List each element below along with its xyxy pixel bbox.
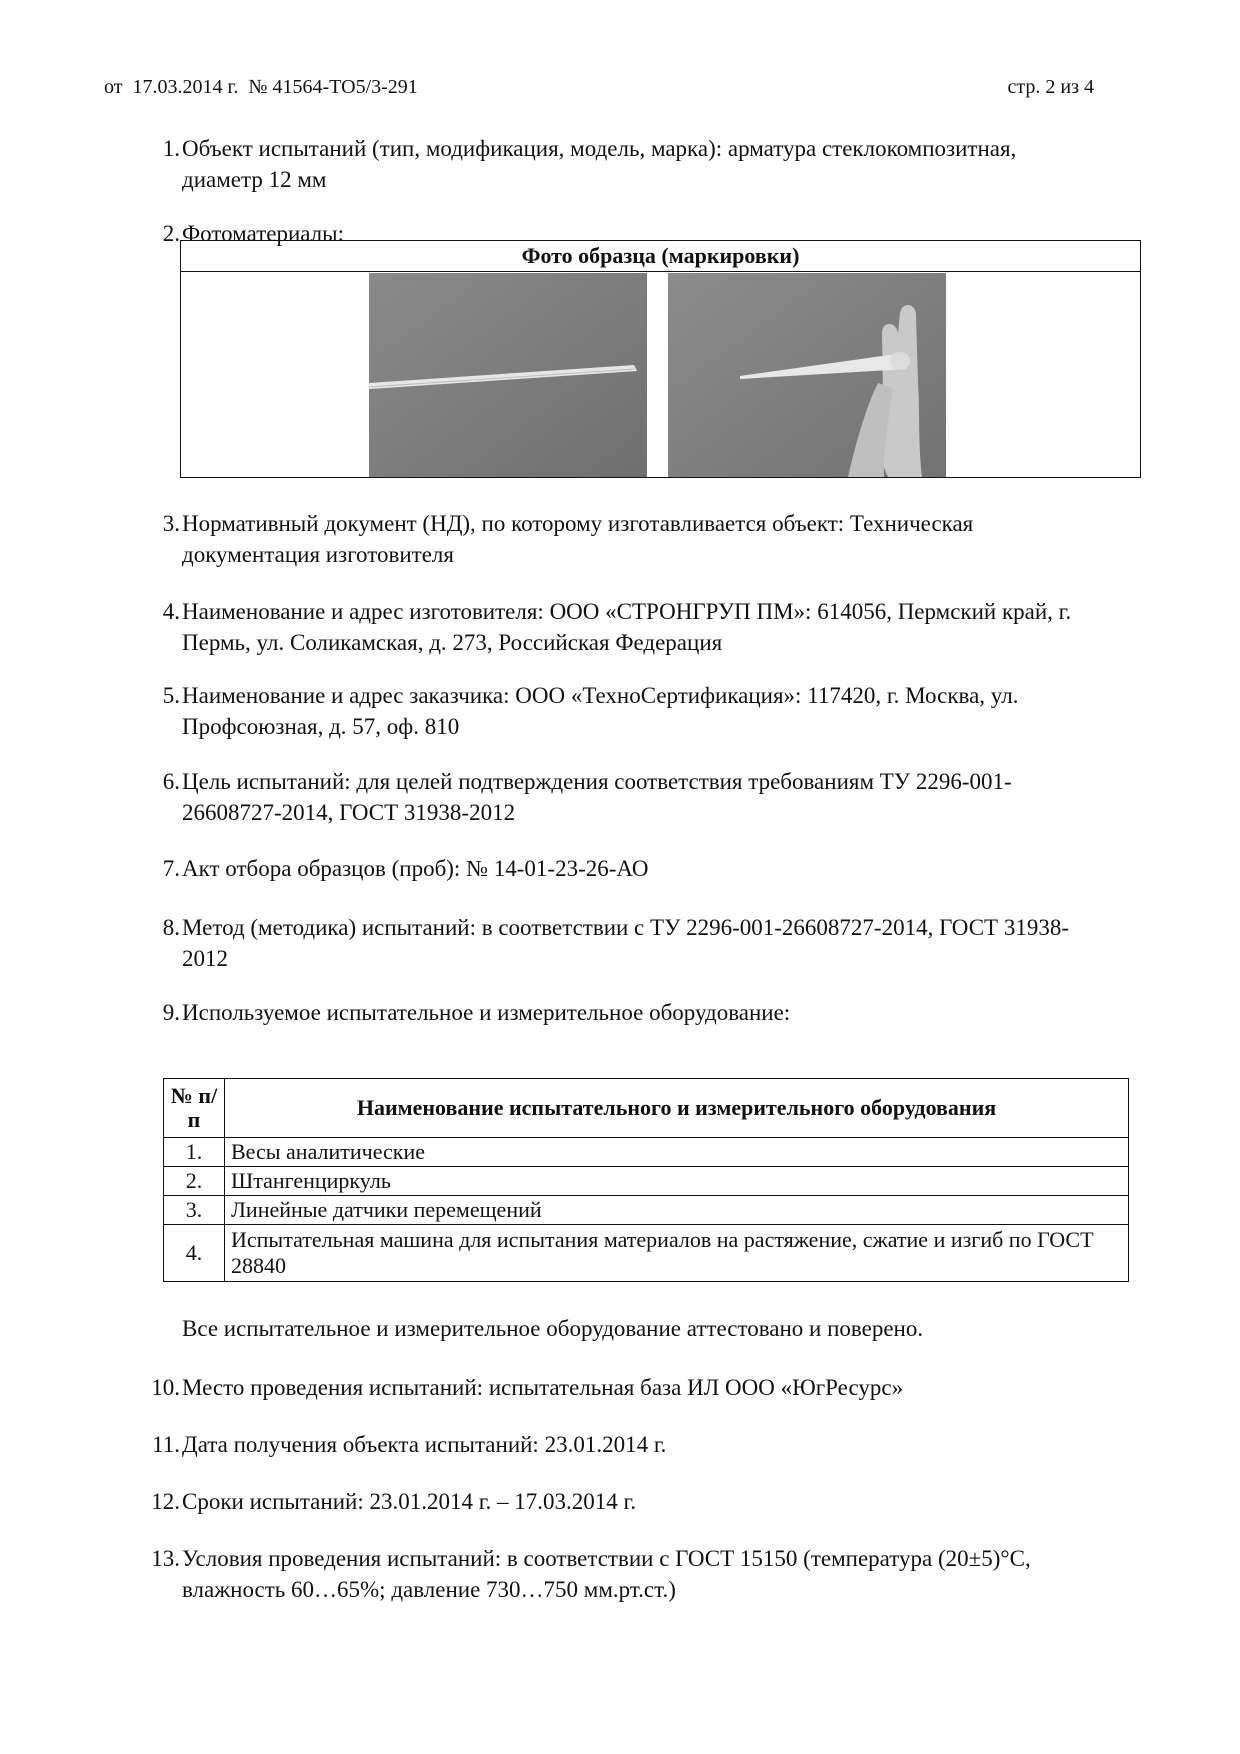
equipment-note: Все испытательное и измерительное оборудование аттестовано и поверено. (182, 1316, 924, 1341)
col-name-header: Наименование испытательного и измерительного оборудования (225, 1079, 1129, 1138)
table-row: 3. Линейные датчики перемещений (164, 1196, 1129, 1225)
equipment-table (163, 1078, 1129, 1282)
document-page: от 17.03.2014 г. № 41564-ТО5/3-291 стр. 2 из 4 1. Объект испытаний (тип, модификация, модель, марка): арматура стеклокомпозитная, диаметр 12 мм 2. Фотоматериалы: Фото образца (маркировки) 3. Нормативный документ (НД), по которому изготавливается объект: Техническая документация изготовителя 4. Наименование и адрес изготовителя: ООО «СТРОНГРУП ПМ»: 614056, Пермский край, г. Пермь, ул. Соликамская, д. 273, Российская Федерация 5. Наименование и адрес заказчика: ООО «ТехноСертификация»: 117420, г. Москва, ул. Профсоюзная, д. 57, оф. 810 6. Цель испытаний: для целей подтверждения соответствия требованиям ТУ 2296-001- 26608727-2014, ГОСТ 31938-2012 7. Акт отбора образцов (проб): № 14-01-23-26-АО 8. Метод (методика) испытаний: в соответствии с ТУ 2296-001-26608727-2014, ГОСТ 31938- 2012 9. Используемое испытательное и измерительное оборудование: № п/п Наименование испытательного и измерительного оборудования 1. Весы аналитические 2. Штангенциркуль 3. Линейные датчики перемещений 4. Испытательная машина для испытания материалов на растяжение, сжатие и изгиб по ГОСТ 28840 Все испытательное и измерительное оборудование аттестовано и поверено. 10. Место проведения испытаний: испытательная база ИЛ ООО «ЮгРесурс» 11. Дата получения объекта испытаний: 23.01.2014 г. 12. Сроки испытаний: 23.01.2014 г. – 17.03.2014 г. 13. Условия проведения испытаний: в соответствии с ГОСТ 15150 (температура (20±5)°С, влажность 60…65%; давление 730…750 мм.рт.ст.) (0, 0, 1240, 1754)
sample-photo-1 (369, 273, 647, 477)
page-counter: стр. 2 из 4 (1007, 76, 1094, 98)
equipment-table-header-row (164, 1079, 1129, 1138)
table-row: 4. Испытательная машина для испытания материалов на растяжение, сжатие и изгиб по ГОСТ 28840 (164, 1225, 1129, 1282)
table-row: 1. Весы аналитические (164, 1138, 1129, 1167)
photo-table-header: Фото образца (маркировки) (181, 241, 1140, 272)
table-row: 2. Штангенциркуль (164, 1167, 1129, 1196)
col-number-header: № п/п (164, 1079, 225, 1138)
document-number: от 17.03.2014 г. № 41564-ТО5/3-291 (104, 76, 418, 98)
photo-table (180, 240, 1141, 478)
sample-photo-2 (668, 273, 946, 477)
